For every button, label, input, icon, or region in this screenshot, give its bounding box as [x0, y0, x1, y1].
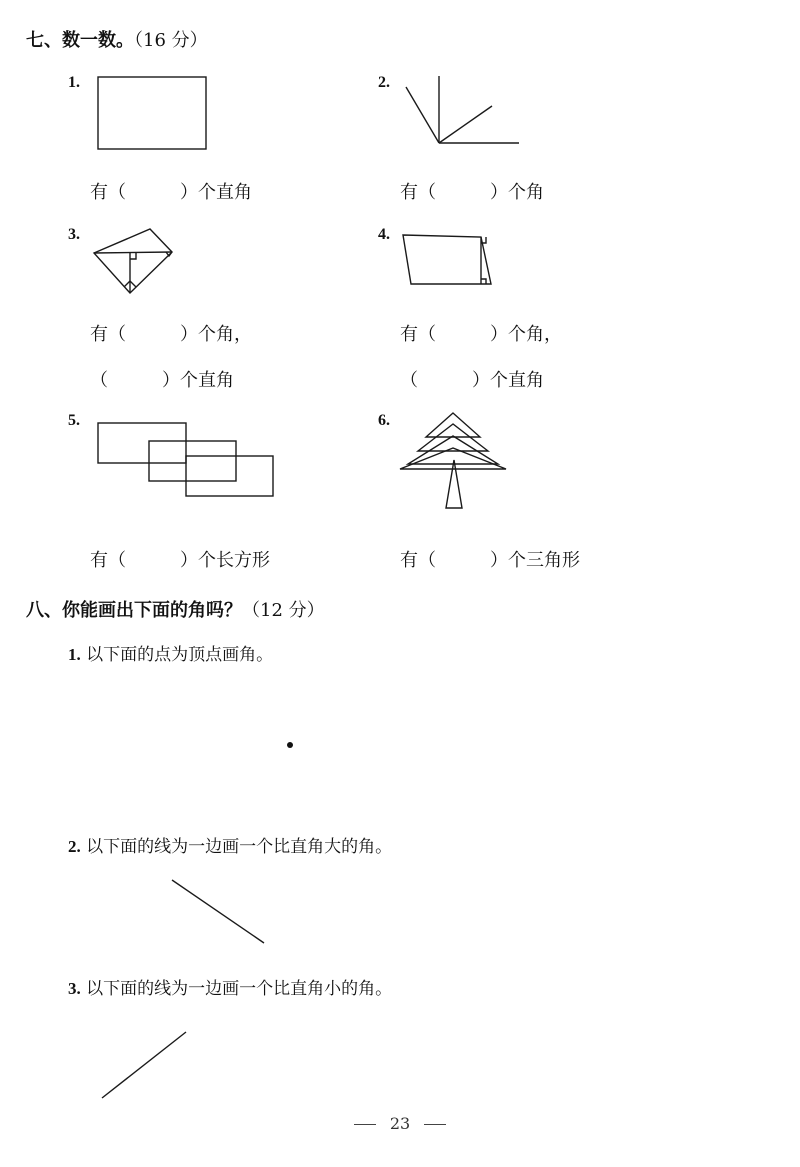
- section-7-points: （16 分）: [134, 30, 208, 51]
- footer-dash-left: [354, 1124, 376, 1125]
- item-4-answer-line-2: （ ）个直角: [400, 370, 544, 391]
- item-2-answer: 有（ ）个角: [400, 182, 544, 203]
- task-3-number: 3.: [68, 979, 81, 998]
- page-footer: [0, 1114, 800, 1133]
- task-3-text: 以下面的线为一边画一个比直角小的角。: [86, 979, 393, 999]
- section-8-points: （12 分）: [242, 600, 325, 621]
- item-1-answer: 有（ ）个直角: [90, 182, 252, 203]
- item-2-number: 2.: [378, 74, 390, 91]
- item-5-answer: 有（ ）个长方形: [90, 550, 270, 571]
- section-7-title: 七、数一数。: [26, 30, 134, 51]
- item-6-number: 6.: [378, 412, 390, 429]
- item-6-answer: 有（ ）个三角形: [400, 550, 580, 571]
- task-1-text: 以下面的点为顶点画角。: [86, 645, 274, 665]
- item-5-number: 5.: [68, 412, 80, 429]
- item-1-number: 1.: [68, 74, 80, 91]
- page-number: 23: [389, 1114, 411, 1133]
- task-2-text: 以下面的线为一边画一个比直角大的角。: [86, 837, 393, 857]
- item-3-answer-line-1: 有（ ）个角，: [90, 324, 252, 345]
- task-2-number: 2.: [68, 837, 81, 856]
- section-8-title: 八、你能画出下面的角吗？: [26, 600, 242, 621]
- given-side-line: [102, 1032, 186, 1098]
- footer-dash-right: [424, 1124, 446, 1125]
- item-3-number: 3.: [68, 226, 80, 243]
- item-4-answer-line-1: 有（ ）个角，: [400, 324, 562, 345]
- task-1-number: 1.: [68, 645, 81, 664]
- item-3-answer-line-2: （ ）个直角: [90, 370, 234, 391]
- item-4-number: 4.: [378, 226, 390, 243]
